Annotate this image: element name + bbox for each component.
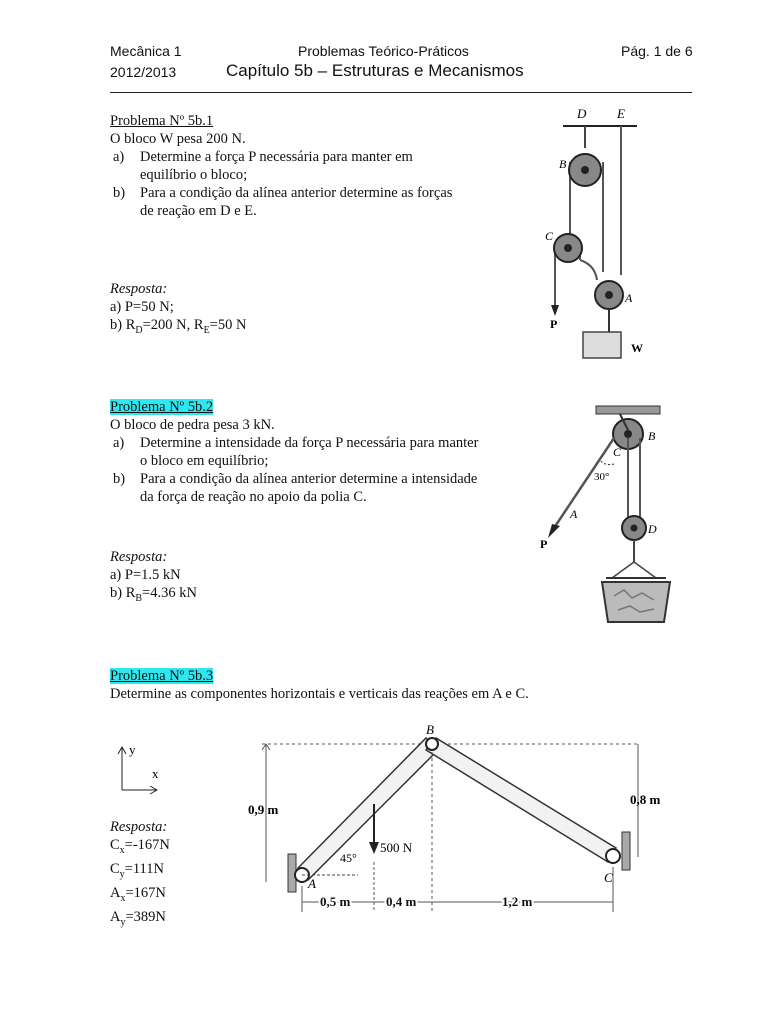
pulley-a — [595, 281, 623, 309]
answer-line — [110, 316, 246, 340]
problem-2 — [110, 398, 520, 506]
answer-subscript: E — [203, 324, 210, 336]
item-text: Para a condição da alínea anterior determine as forças — [140, 185, 453, 201]
axis-y-label: y — [129, 742, 136, 757]
pulley-system-figure — [525, 100, 655, 360]
pulley-b — [569, 154, 601, 186]
answer-text: =50 N — [209, 317, 247, 333]
answer-line — [110, 908, 170, 932]
answer-line — [110, 884, 170, 908]
load-arrow-icon — [369, 842, 379, 854]
label-b: B — [648, 429, 656, 443]
item-label: a) — [113, 149, 125, 165]
answer-text: b) R — [110, 585, 136, 601]
answer-text: =200 N, R — [142, 317, 204, 333]
two-member-frame-figure — [240, 722, 680, 918]
stone-block — [602, 582, 670, 622]
member-ab — [298, 738, 438, 880]
problem-2-item-b — [110, 470, 520, 506]
answer-subscript: y — [120, 916, 126, 928]
chapter-title: Capítulo 5b – Estruturas e Mecanismos — [226, 61, 524, 80]
problem-2-title-wrap — [110, 398, 520, 416]
answer-label: Resposta: — [110, 549, 168, 565]
answer-subscript: x — [120, 892, 126, 904]
problem-3-title-wrap — [110, 667, 650, 685]
label-a: A — [308, 876, 316, 891]
answer-symbol: A — [110, 884, 121, 901]
dim-1-label: 0,5 m — [320, 894, 351, 909]
axis-x-label: x — [152, 766, 159, 781]
dim-3-label: 1,2 m — [502, 894, 533, 909]
problem-3-answer — [110, 818, 170, 932]
answer-text: =4.36 kN — [142, 585, 197, 601]
height-left-label: 0,9 m — [248, 802, 279, 817]
answer-line — [110, 584, 197, 608]
dim-2-label: 0,4 m — [386, 894, 417, 909]
course-name: Mecânica 1 — [110, 43, 182, 59]
answer-value: =167N — [125, 884, 166, 901]
label-d: D — [577, 106, 587, 121]
answer-line — [110, 860, 170, 884]
answer-value: =389N — [125, 908, 166, 925]
item-text-cont: equilíbrio o bloco; — [140, 167, 248, 183]
label-d: D — [648, 522, 657, 536]
label-p: P — [550, 317, 558, 331]
force-p-arrow-icon — [551, 305, 559, 316]
ceiling-support — [596, 406, 660, 414]
item-text: Determine a intensidade da força P necessária para manter — [140, 435, 479, 451]
problem-2-item-a — [110, 434, 520, 470]
answer-symbol: C — [110, 860, 120, 877]
label-a: A — [625, 291, 633, 305]
item-label: b) — [113, 471, 126, 487]
height-right-label: 0,8 m — [630, 792, 661, 807]
document-type: Problemas Teórico-Práticos — [298, 43, 469, 59]
problem-1-answer — [110, 280, 246, 340]
answer-subscript: B — [135, 592, 143, 604]
item-text-cont: da força de reação no apoio da polia C. — [140, 489, 367, 505]
label-w: W — [631, 341, 643, 355]
problem-1-statement: O bloco W pesa 200 N. — [110, 131, 246, 147]
pin-c — [606, 849, 620, 863]
page-number: Pág. 1 de 6 — [621, 43, 693, 59]
problem-1-item-b — [110, 184, 510, 220]
force-p-arrow-icon — [548, 524, 560, 538]
problem-2-answer — [110, 548, 197, 608]
label-c: C — [545, 229, 554, 243]
answer-subscript: y — [119, 868, 125, 880]
problem-3-title: Problema Nº 5b.3 — [110, 668, 214, 684]
problem-2-title: Problema Nº 5b.2 — [110, 399, 214, 415]
block-w — [583, 332, 621, 358]
coordinate-axes — [112, 740, 172, 796]
member-bc — [426, 738, 616, 862]
item-text: Para a condição da alínea anterior determine a intensidade — [140, 471, 478, 487]
angle-label: 45° — [340, 851, 357, 865]
load-label: 500 N — [380, 840, 413, 855]
academic-year: 2012/2013 — [110, 64, 177, 80]
problem-1 — [110, 112, 510, 220]
label-e: E — [617, 106, 625, 121]
pin-b — [426, 738, 438, 750]
label-p: P — [540, 537, 548, 551]
item-text-cont: de reação em D e E. — [140, 203, 257, 219]
rope-a — [554, 438, 614, 528]
answer-label: Resposta: — [110, 281, 168, 297]
label-b: B — [559, 157, 567, 171]
label-c: C — [604, 870, 613, 885]
problem-3-statement: Determine as componentes horizontais e verticais das reações em A e C. — [110, 686, 529, 702]
answer-subscript: x — [119, 844, 125, 856]
stone-block-figure — [530, 400, 690, 640]
angle-label: 30° — [594, 471, 610, 483]
header-rule — [110, 92, 692, 93]
answer-label: Resposta: — [110, 819, 168, 835]
answer-line: a) P=50 N; — [110, 299, 174, 315]
item-text-cont: o bloco em equilíbrio; — [140, 453, 269, 469]
answer-line: a) P=1.5 kN — [110, 567, 181, 583]
answer-symbol: C — [110, 837, 120, 853]
item-label: a) — [113, 435, 125, 451]
problem-1-title: Problema Nº 5b.1 — [110, 113, 214, 129]
label-b: B — [426, 722, 434, 737]
problem-1-item-a — [110, 148, 510, 184]
answer-subscript: D — [135, 324, 143, 336]
problem-3 — [110, 667, 650, 703]
answer-value: =111N — [124, 860, 164, 877]
answer-line — [110, 836, 170, 860]
pulley-c — [554, 234, 582, 262]
support-c — [622, 832, 630, 870]
item-text: Determine a força P necessária para manter em — [140, 149, 413, 165]
answer-value: =-167N — [124, 837, 170, 853]
label-c: C — [613, 445, 622, 459]
label-a: A — [570, 507, 578, 521]
answer-symbol: A — [110, 908, 121, 925]
problem-2-statement: O bloco de pedra pesa 3 kN. — [110, 417, 275, 433]
item-label: b) — [113, 185, 126, 201]
answer-text: b) R — [110, 317, 136, 333]
